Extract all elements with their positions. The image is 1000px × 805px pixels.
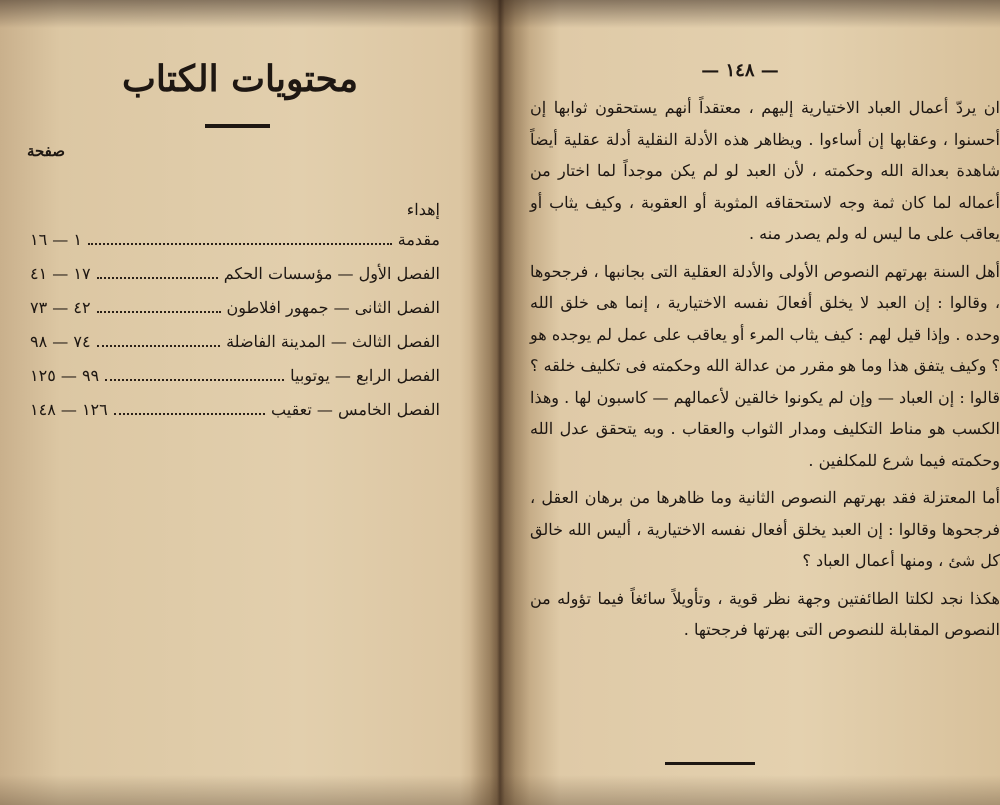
toc-entry-label: الفصل الرابع — يوتوبيا	[290, 366, 440, 385]
toc-entry	[30, 230, 440, 264]
toc-title: محتويات الكتاب	[122, 58, 358, 100]
left-page-toc	[0, 0, 490, 805]
paragraph: هكذا نجد لكلتا الطائفتين وجهة نظر قوية ، وتأويلاً سائغاً فيما تؤوله من النصوص المقابلة للنصوص التى بهرتها فرجحتها .	[530, 588, 1000, 639]
paragraph: أهل السنة بهرتهم النصوص الأولى والأدلة العقلية التى بجانبها ، فرجحوها ، وقالوا : إن العبد لا يخلق أفعالَ نفسه الاختيارية ، إنما هى خلق الله وحده . وإذا قيل لهم : كيف يثاب المرء أو يعاقب على عمل لم يوجده هو ؟ وكيف يتفق هذا وما هو مقرر من عدالة الله وحكمته فى تكليف خلقه ؟ قالوا : إن العباد — وإن لم يكونوا خالقين لأعمالهم — كاسبون لها . وهذا الكسب هو مناط التكليف ومدار الثواب والعقاب . وبه يتحقق عدل الله وحكمته فيما شرع للمكلفين .	[530, 261, 1000, 470]
toc-leader-dots	[97, 267, 218, 279]
toc-entry-label: مقدمة	[397, 230, 440, 249]
toc-entry-pages: ٧٤ — ٩٨	[30, 332, 91, 351]
toc-entry-pages: ٤٢ — ٧٣	[30, 298, 91, 317]
toc-leader-dots	[88, 233, 392, 245]
toc-entry-label: الفصل الخامس — تعقيب	[271, 400, 440, 419]
toc-entry	[30, 400, 440, 434]
body-text	[530, 92, 1000, 652]
toc-entry	[30, 298, 440, 332]
toc-entry-label: الفصل الثانى — جمهور افلاطون	[226, 298, 440, 317]
toc-leader-dots	[114, 403, 265, 415]
paragraph: أما المعتزلة فقد بهرتهم النصوص الثانية وما ظاهرها من برهان العقل ، فرجحوها وقالوا : إن العبد يخلق أفعال نفسه الاختيارية ، أليس الله خالق كل شئ ، ومنها أعمال العباد ؟	[530, 488, 1000, 570]
page-number: — ١٤٨ —	[701, 60, 779, 81]
toc-entry-label: إهداء	[406, 200, 440, 219]
toc-leader-dots	[97, 335, 221, 347]
toc-entry-pages: ١ — ١٦	[30, 230, 82, 249]
toc-entry	[30, 264, 440, 298]
toc-entry	[30, 332, 440, 366]
right-page-text	[520, 0, 1000, 805]
toc-entry-label: الفصل الأول — مؤسسات الحكم	[223, 264, 440, 283]
toc-leader-dots	[105, 369, 284, 381]
toc-entry	[30, 200, 440, 230]
bottom-rule	[665, 762, 755, 765]
page-column-label: صفحة	[26, 142, 65, 160]
toc-entry	[30, 366, 440, 400]
title-rule	[205, 124, 270, 128]
toc-list	[30, 200, 440, 434]
toc-entry-label: الفصل الثالث — المدينة الفاضلة	[226, 332, 440, 351]
toc-entry-pages: ١٧ — ٤١	[30, 264, 91, 283]
toc-leader-dots	[97, 301, 221, 313]
toc-entry-pages: ٩٩ — ١٢٥	[30, 366, 100, 385]
toc-entry-pages: ١٢٦ — ١٤٨	[30, 400, 108, 419]
paragraph: ان يردّ أعمال العباد الاختيارية إليهم ، معتقداً أنهم يستحقون ثوابها إن أحسنوا ، وعقابها إن أساءوا . ويظاهر هذه الأدلة النقلية أدلة عقلية أيضاً شاهدة بعدالة الله وحكمته ، لأن العبد لو لم يكن موجداً لما اختار من أعماله لما كان ثمة وجه لاستحقاقه المثوبة أو العقوبة ، وكيف يثاب أو يعاقب على ما ليس له ولم يصدر منه .	[530, 98, 1000, 243]
